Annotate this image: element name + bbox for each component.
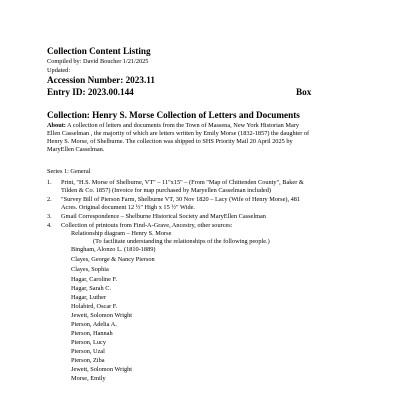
name-item: Jewett, Solomon Wright: [71, 312, 133, 319]
name-item: Pierson, Hannah: [71, 330, 113, 337]
about-line: MaryEllen Casselman.: [47, 146, 105, 153]
name-item: Holabird, Oscar F.: [71, 303, 118, 310]
item-number: 4.: [47, 222, 52, 229]
accession-number: Accession Number: 2023.11: [47, 75, 155, 85]
relationship-note: (To facilitate understanding the relationships of the following people.): [93, 238, 270, 245]
name-item: Hagar, Caroline F.: [71, 276, 118, 283]
name-item: Morse, Emily: [71, 375, 106, 382]
name-item: Clayes, George & Nancy Pierson: [71, 256, 155, 263]
updated-label: Updated:: [47, 67, 71, 74]
item-line: Collection of printouts from Find-A-Grave, Ancestry, other sources:: [61, 222, 233, 229]
name-item: Hagar, Luther: [71, 294, 107, 301]
item-number: 2.: [47, 196, 52, 203]
entry-id: Entry ID: 2023.00.144: [47, 87, 134, 97]
name-item: Clayes, Sophia: [71, 266, 109, 273]
item-line: Gmail Correspondence – Shelburne Historical Society and MaryEllen Casselman: [61, 213, 266, 220]
about-line: A collection of letters and documents from the Town of Massena, New York Historian Mary: [67, 122, 300, 129]
item-line: Tilden & Co. 1857) (Invoice for map purchased by Maryellen Casselman included): [61, 187, 271, 194]
relationship-heading: Relationship diagram – Henry S. Morse: [71, 230, 172, 237]
box-label: Box: [296, 87, 312, 97]
name-item: Bingham, Alonzo L. (1810-1889): [71, 246, 156, 253]
name-item: Pierson, Uzal: [71, 348, 105, 355]
about-label: About:: [47, 122, 66, 129]
document-title: Collection Content Listing: [47, 46, 151, 56]
about-line: Henry S. Morse, of Shelburne. The collection was shipped to SHS Priority Mail 20 April 2025 by: [47, 138, 293, 145]
item-number: 3.: [47, 213, 52, 220]
name-item: Hagar, Sarah C.: [71, 285, 111, 292]
about-line: Ellen Casselman , the majority of which are letters written by Emily Morse (1832-1857) the daughter of: [47, 130, 310, 137]
name-item: Jewett, Solomon Wright: [71, 366, 133, 373]
item-line: Acres. Original document 12 ½" High x 15 ½" Wide.: [61, 204, 196, 211]
name-item: Pierson, Adelia A.: [71, 321, 117, 328]
name-item: Pierson, Lucy: [71, 339, 106, 346]
collection-heading: Collection: Henry S. Morse Collection of Letters and Documents: [47, 110, 300, 120]
name-item: Pierson, Ziba: [71, 357, 105, 364]
compiled-by: Compiled by: David Boucher 1/21/2025: [47, 58, 149, 65]
item-number: 1.: [47, 179, 52, 186]
item-line: "Survey Bill of Pierson Farm, Shelburne VT, 30 Nov 1820 – Lacy (Wife of Henry Morse), 481: [61, 196, 301, 203]
series-heading: Series 1: General: [47, 168, 91, 175]
item-line: Print, "H.S. Morse of Shelburne, VT" – 11"x15" – (From "Map of Chittenden County", Baker &: [61, 179, 304, 186]
